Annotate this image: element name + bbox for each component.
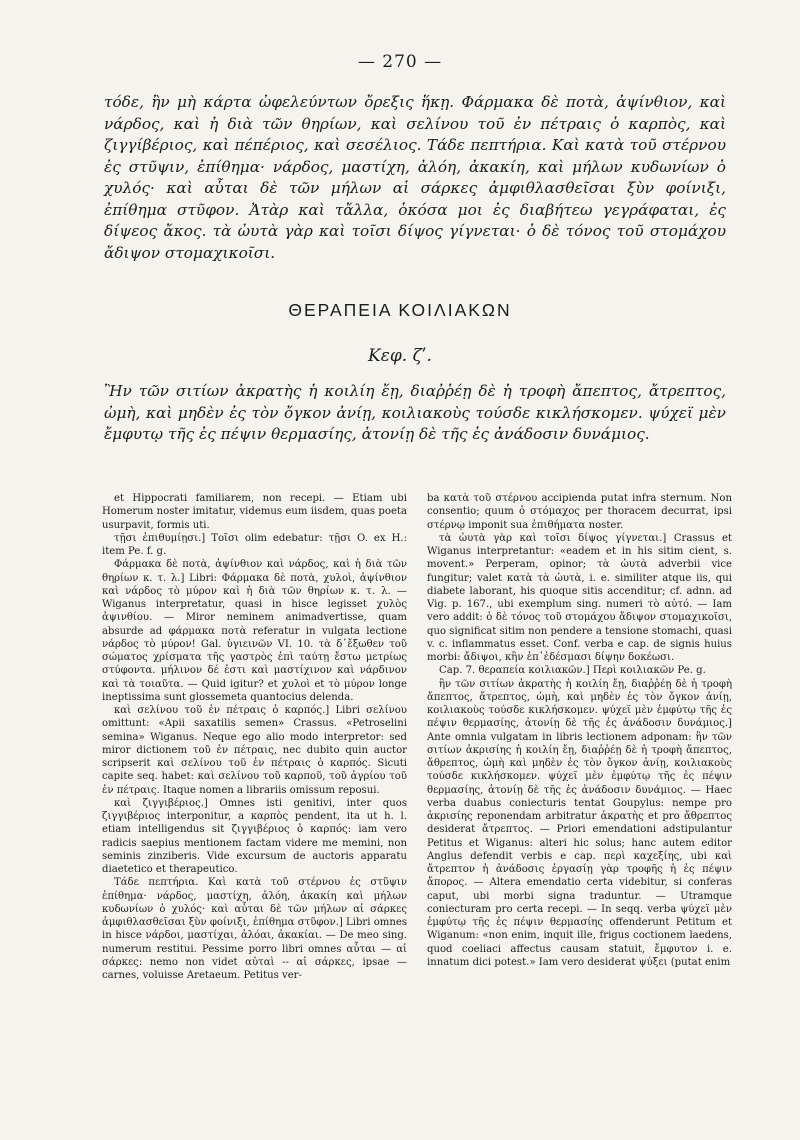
chapter-label: Κεφ. ζʹ. <box>368 346 432 366</box>
note-paragraph: καὶ ζιγγιβέριος.] Omnes isti genitivi, inter quos ζιγγιβέριος interponitur, a καρπὸς pendent, ita ut h. l. etiam intelligendus sit ζιγγιβέριος ὁ καρπός: iam vero radicis saepius mentionem factam videre me memini, non seminis zinziberis. Vide excursum de auctoris apparatu diaetetico et therapeutico. <box>102 797 407 875</box>
main-greek-text <box>104 92 726 264</box>
notes-left-column <box>102 492 407 982</box>
note-paragraph: τὰ ὠυτὰ γὰρ καὶ τοῖσι δίψος γίγνεται.] Crassus et Wiganus interpretantur: «eadem et in his sitim cient, s. movent.» Perperam, opinor; τὰ ὠυτὰ adverbii vice fungitur; valet κατὰ τὰ ὠυτὰ, i. e. similiter atque iis, qui diabete laborant, his quoque sitis accenditur; cf. adnn. ad Vig. p. 167., ubi exemplum sing. numeri τὸ αὐτό. — Iam vero addit: ὁ δὲ τόνος τοῦ στομάχου ἄδιψον στομαχικοῖσι, quo significat sitim non pendere a tensione stomachi, quasi v. c. inflammatus esset. Conf. verba e cap. de signis huius morbi: ἄδιψοι, κἢν ἐπ᾽ἐδέσμασι δίψην δοκέωσι. <box>427 532 732 663</box>
note-paragraph: ἢν τῶν σιτίων ἀκρατὴς ἡ κοιλίη ἔῃ, διαῤῥέῃ δὲ ἡ τροφὴ ἄπεπτος, ἄτρεπτος, ὠμὴ, καὶ μηδὲν ἐς τὸν ὄγκον ἀνίῃ, κοιλιακοὺς τούσδε κικλήσκομεν. ψύχεϊ μὲν ἐμφύτῳ τῆς ἐς πέψιν θερμασίης, ἀτονίῃ δὲ τῆς ἐς ἀνάδοσιν δυνάμιος.] Ante omnia vulgatam in libris lectionem adponam: ἢν τῶν σιτίων ἀκρισίης ἡ κοιλίη ἔῃ, διαῤῥέῃ δὲ ἡ τροφὴ ἄπεπτος, ἄθρεπτος, ὠμὴ καὶ μηδὲν ἐς τὸν ὄγκον ἀνίῃ, κοιλιακοὺς τούσδε κικλήσκομεν. ψύχεϊ μὲν ἐμφύτῳ τῆς ἐς πέψιν θερμασίης, ἀτονίῃ δὲ τῆς ἐς ἀνάδοσιν δυνάμιος. — Haec verba duabus coniecturis tentat Goupylus: nempe pro ἀκρισίης reponendam arbitratur ἀκρατὴς et pro ἄθρεπτος desiderat ἄτρεπτος. — Priori emendationi adstipulantur Petitus et Wiganus: alteri hic solus; hanc autem editor Anglus defendit verbis e cap. περὶ καχεξίης, ubi καὶ ἄτρεπτον ἡ ἀνάδοσις ἐργασίῃ γὰρ τροφῆς ἡ ἐς πέψιν ἄπορος. — Altera emendatio certa videbitur, si conferas caput, ubi morbi signa traduntur. — Utramque coniecturam pro certa recepi. — In seqq. verba ψύχεϊ μὲν ἐμφύτῳ τῆς ἐς πέψιν θερμασίης offenderunt Petitum et Wiganum: «non enim, inquit ille, frigus coctionem laedens, quod coeliaci affectus causam statuit, ἔμφυτον i. e. innatum dici potest.» Iam vero desiderat ψύξει (putat enim <box>427 678 732 968</box>
chapter-greek-text <box>104 381 726 446</box>
page-number: — 270 — <box>357 52 443 72</box>
note-paragraph: τῇσι ἐπιθυμίῃσι.] Τοῖσι olim edebatur: τῇσι O. ex H.: item Pe. f. g. <box>102 532 407 557</box>
notes-right-column <box>427 492 732 969</box>
chapter-paragraph: Ἢν τῶν σιτίων ἀκρατὴς ἡ κοιλίη ἔῃ, διαῤῥέῃ δὲ ἡ τροφὴ ἄπεπτος, ἄτρεπτος, ὠμὴ, καὶ μηδὲν ἐς τὸν ὄγκον ἀνίῃ, κοιλιακοὺς τούσδε κικλήσκομεν. ψύχεϊ μὲν ἔμφυτῳ τῆς ἐς πέψιν θερμασίης, ἀτονίῃ δὲ τῆς ἐς ἀνάδοσιν δυνάμιος. <box>104 382 726 443</box>
section-title: ΘΕΡΑΠΕΙΑ ΚΟΙΛΙΑΚΩΝ <box>288 300 512 320</box>
main-paragraph: τόδε, ἢν μὴ κάρτα ὠφελεύντων ὄρεξις ἥκῃ. Φάρμακα δὲ ποτὰ, ἀψίνθιον, καὶ νάρδος, καὶ ἡ διὰ τῶν θηρίων, καὶ σελίνου τοῦ ἐν πέτραις ὁ καρπὸς, καὶ ζιγγίβέριος, καὶ πέπέριος, καὶ σεσέλιος. Τάδε πεπτήρια. Καὶ κατὰ τοῦ στέρνου ἐς στῦψιν, ἐπίθημα· νάρδος, μαστίχη, ἀλόη, ἀκακίη, καὶ μήλων κυδωνίων ὁ χυλός· καὶ αὗται δὲ τῶν μήλων αἱ σάρκες ἀμφιθλασθεῖσαι ξὺν φοίνιξι, ἐπίθημα στῦφον. Ἀτὰρ καὶ τἄλλα, ὁκόσα μοι ἐς διαβήτεω γεγράφαται, ἐς δίψεος ἄκος. τὰ ὠυτὰ γὰρ καὶ τοῖσι δίψος γίγνεται· ὁ δὲ τόνος τοῦ στομάχου ἄδιψον στομαχικοῖσι. <box>104 93 726 262</box>
note-paragraph: Φάρμακα δὲ ποτὰ, ἀψίνθιον καὶ νάρδος, καὶ ἡ διὰ τῶν θηρίων κ. τ. λ.] Libri: Φάρμακα δὲ ποτὰ, χυλοὶ, ἀψίνθιον καὶ νάρδος τὸ μύρον καὶ ἡ διὰ τῶν θηρίων κ. τ. λ. — Wiganus interpretatur, quasi in hisce legisset χυλὸς ἀψινθίου. — Miror neminem animadvertisse, quam absurde ad φάρμακα ποτὰ referatur in vulgata lectione νάρδος τὸ μύρον! Gal. ὑγιεινῶν VI. 10. τὰ δ᾽ἔξωθεν τοῦ σώματος χρίσματα τῆς γαστρὸς ἐπὶ ταύτῃ ἔστω μετρίως στύφοντα. μήλινον δέ ἐστι καὶ μαστίχινον καὶ νάρδινον καὶ τὰ τοιαῦτα. — Quid igitur? et χυλοὶ et τὸ μύρον longe ineptissima sunt glossemeta quantocius delenda. <box>102 559 407 703</box>
note-paragraph: ba κατὰ τοῦ στέρνου accipienda putat infra sternum. Non consentio; quum ὁ στόμαχος per thoracem decurrat, ipsi στέρνῳ imponit sua ἐπιθήματα noster. <box>427 493 732 531</box>
note-paragraph: καὶ σελίνου τοῦ ἐν πέτραις ὁ καρπός.] Libri σελίνου omittunt: «Apii saxatilis semen» Crassus. «Petroselini semina» Wiganus. Neque ego alio modo interpretor: sed miror dictionem τοῦ ἐν πέτραις, nec dubito quin auctor scripserit καὶ σελίνου τοῦ ἐν πέτραις ὁ καρπός. Sicuti capite seq. habet: καὶ σελίνου τοῦ καρποῦ, τοῦ ἀγρίου τοῦ ἐν πέτραις. Itaque nomen a librariis omissum reposui. <box>102 705 407 796</box>
note-paragraph: Cap. 7. θεραπεία κοιλιακῶν.] Περὶ κοιλιακῶν Pe. g. <box>439 665 706 677</box>
note-paragraph: et Hippocrati familiarem, non recepi. — Etiam ubi Homerum noster imitatur, videmus eum iisdem, quas poeta usurpavit, formis uti. <box>102 493 407 531</box>
note-paragraph: Τάδε πεπτήρια. Καὶ κατὰ τοῦ στέρνου ἐς στῦψιν ἐπίθημα· νάρδος, μαστίχη, ἀλόη, ἀκακίη καὶ μήλων κυδωνίων ὁ χυλός· καὶ αὗται δὲ τῶν μήλων αἱ σάρκες ἀμφιθλασθεῖσαι ξὺν φοίνιξι, ἐπίθημα στῦφον.] Libri omnes in hisce νάρδοι, μαστίχαι, ἀλόαι, ἀκακίαι. — De meo sing. numerum restitui. Pessime porro libri omnes αὗται — αἱ σάρκες: nemo non videt αὐταὶ -- αἱ σάρκες, ipsae — carnes, voluisse Aretaeum. Petitus ver- <box>102 877 407 981</box>
